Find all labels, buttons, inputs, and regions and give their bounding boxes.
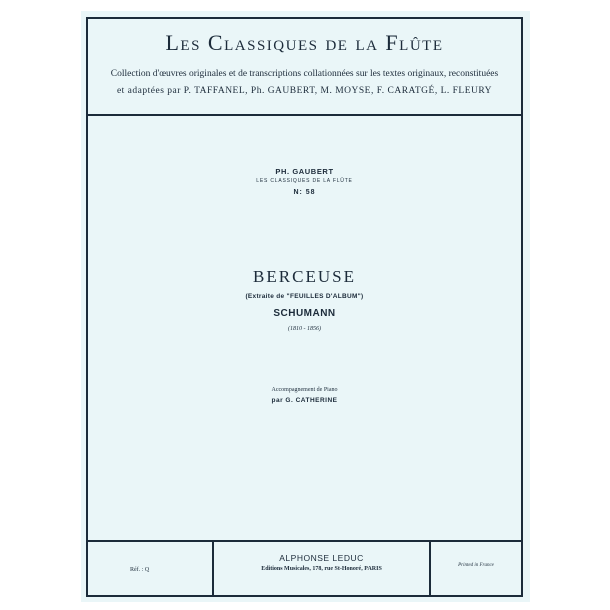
volume-number: N: 58	[293, 189, 316, 196]
series-name-small: LES CLASSIQUES DE LA FLÛTE	[256, 178, 353, 184]
accompaniment-note: Accompagnement de Piano	[271, 387, 338, 393]
printed-in-note: Printed in France	[458, 563, 494, 568]
series-description-line-2: et adaptées par P. TAFFANEL, Ph. GAUBERT, M. MOYSE, F. CARATGÉ, L. FLEURY	[116, 86, 493, 96]
work-title: BERCEUSE	[253, 267, 356, 286]
composer-name: SCHUMANN	[273, 308, 336, 319]
cover-frame	[86, 17, 523, 597]
series-title: Les Classiques de la Flûte	[165, 30, 444, 55]
series-description-line-1: Collection d'œuvres originales et de transcriptions collationnées sur les textes originaux, reconstituées	[110, 69, 499, 79]
work-subtitle: (Extraite de "FEUILLES D'ALBUM")	[245, 293, 364, 300]
publisher-address: Editions Musicales, 178, rue St-Honoré, PARIS	[261, 566, 382, 572]
footer-divider	[88, 540, 521, 542]
publisher-name: ALPHONSE LEDUC	[279, 553, 364, 563]
editor-name: PH. GAUBERT	[275, 167, 334, 176]
footer-right-divider	[429, 541, 431, 596]
composer-dates: (1810 - 1856)	[288, 326, 321, 332]
reference-code: Réf. : Q	[130, 567, 150, 573]
header-divider	[88, 114, 521, 116]
arranger-name: par G. CATHERINE	[271, 397, 338, 404]
